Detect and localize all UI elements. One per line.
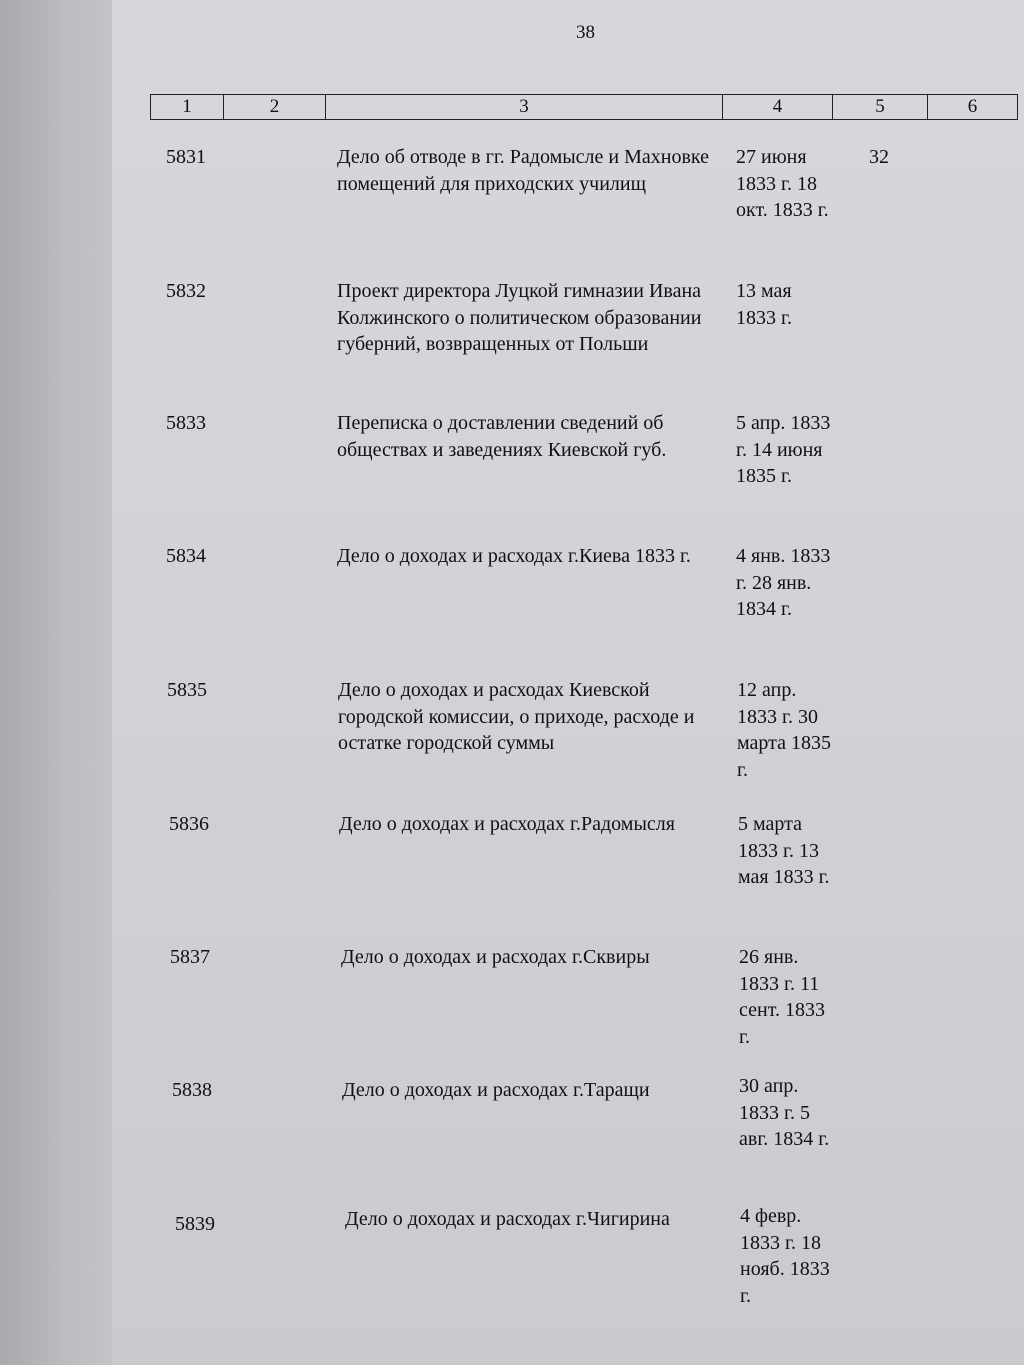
record-number: 5839 — [175, 1213, 215, 1235]
column-header-5: 5 — [833, 95, 928, 119]
facing-page-edge — [0, 0, 112, 1365]
record-number: 5833 — [166, 412, 206, 434]
record-dates: 4 янв. 1833 г. 28 янв. 1834 г. — [736, 545, 831, 620]
record-dates: 13 мая 1833 г. — [736, 280, 792, 329]
column-header-3: 3 — [326, 95, 723, 119]
record-description: Переписка о доставлении сведений об обществах и заведениях Киевской губ. — [337, 412, 667, 461]
record-description: Дело о доходах и расходах г.Киева 1833 г. — [337, 545, 691, 567]
record-dates: 5 марта 1833 г. 13 мая 1833 г. — [738, 813, 830, 888]
column-header-4: 4 — [723, 95, 833, 119]
record-number: 5834 — [166, 545, 206, 567]
column-header-6: 6 — [967, 96, 978, 117]
column-header-2: 2 — [224, 95, 326, 119]
record-sheets: 32 — [869, 146, 889, 168]
record-number: 5836 — [169, 813, 209, 835]
record-dates: 26 янв. 1833 г. 11 сент. 1833 г. — [739, 946, 825, 1048]
record-dates: 30 апр. 1833 г. 5 авг. 1834 г. — [739, 1075, 830, 1150]
column-header-row — [150, 94, 1018, 120]
record-description: Дело об отводе в гг. Радомысле и Махновке помещений для приходских училищ — [337, 146, 710, 195]
record-dates: 12 апр. 1833 г. 30 марта 1835 г. — [737, 679, 831, 781]
record-number: 5835 — [167, 679, 207, 701]
record-description: Дело о доходах и расходах г.Сквиры — [341, 946, 650, 968]
record-number: 5832 — [166, 280, 206, 302]
record-number: 5838 — [172, 1079, 212, 1101]
page-number: 38 — [576, 22, 595, 43]
record-dates: 27 июня 1833 г. 18 окт. 1833 г. — [736, 146, 829, 221]
record-description: Проект директора Луцкой гимназии Ивана Колжинского о политическом образовании губерний, возвращенных от Польши — [337, 280, 702, 355]
record-number: 5837 — [170, 946, 210, 968]
record-description: Дело о доходах и расходах г.Таращи — [342, 1079, 650, 1101]
record-description: Дело о доходах и расходах г.Чигирина — [345, 1208, 670, 1230]
record-number: 5831 — [166, 146, 206, 168]
record-description: Дело о доходах и расходах Киевской городской комиссии, о приходе, расходе и остатке городской суммы — [338, 679, 695, 754]
record-dates: 4 февр. 1833 г. 18 нояб. 1833 г. — [740, 1205, 830, 1307]
record-description: Дело о доходах и расходах г.Радомысля — [339, 813, 675, 835]
column-header-1: 1 — [151, 95, 224, 119]
record-dates: 5 апр. 1833 г. 14 июня 1835 г. — [736, 412, 831, 487]
